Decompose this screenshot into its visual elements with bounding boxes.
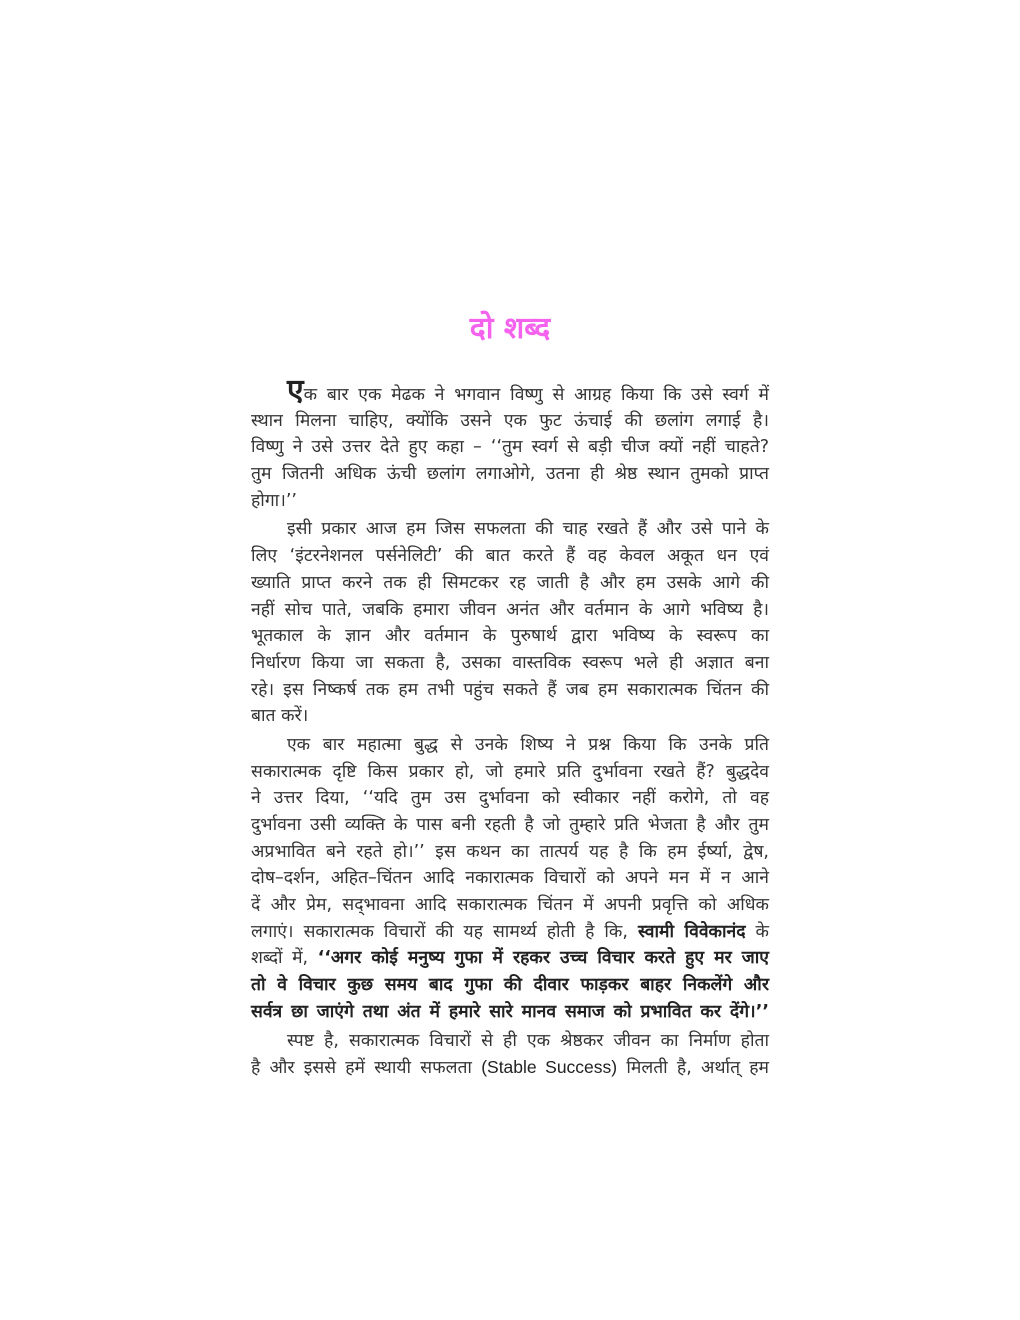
text-line <box>251 919 769 946</box>
text-line: एक बार महात्मा बुद्ध से उनके शिष्य ने प्रश्न किया कि उनके प्रति <box>287 734 769 755</box>
text: के <box>745 921 769 942</box>
text-line: निर्धारण किया जा सकता है, उसका वास्तविक स्वरूप भले ही अज्ञात बना <box>251 652 769 673</box>
text-line: ने उत्तर दिया, ‘‘यदि तुम उस दुर्भावना को स्वीकार नहीं करोगे, तो वह <box>251 788 769 809</box>
bold-quote: सर्वत्र छा जाएंगे तथा अंत में हमारे सारे मानव समाज को प्रभावित कर देंगे।’’ <box>251 1001 769 1022</box>
bold-quote: ‘‘अगर कोई मनुष्य गुफा में रहकर उच्च विचार करते हुए मर जाए <box>317 948 769 969</box>
english-term: (Stable Success) <box>481 1057 618 1078</box>
text-line: स्पष्ट है, सकारात्मक विचारों से ही एक श्रेष्ठकर जीवन का निर्माण होता <box>287 1030 769 1051</box>
text: है और इससे हमें स्थायी सफलता <box>251 1058 482 1079</box>
text-line <box>251 1054 769 1081</box>
text-line <box>251 373 769 408</box>
text-line: होगा।’’ <box>251 490 297 511</box>
page-title: दो शब्द <box>469 311 551 346</box>
text-line: रहे। इस निष्कर्ष तक हम तभी पहुंच सकते हैं जब हम सकारात्मक चिंतन की <box>251 679 769 700</box>
text: क बार एक मेढक ने भगवान विष्णु से आग्रह किया कि उसे स्वर्ग में <box>303 385 769 405</box>
bold-quote: तो वे विचार कुछ समय बाद गुफा की दीवार फाड़कर बाहर निकलेंगे और <box>251 975 769 996</box>
bold-name: स्वामी विवेकानंद <box>637 921 746 942</box>
document-body <box>251 373 770 1083</box>
text: शब्दों में, <box>251 948 318 969</box>
text-line: दें और प्रेम, सद्‌भावना आदि सकारात्मक चिंतन में अपनी प्रवृत्ति को अधिक <box>251 895 769 916</box>
text-line: दोष–दर्शन, अहित–चिंतन आदि नकारात्मक विचारों को अपने मन में न आने <box>251 868 769 889</box>
text-line: ख्याति प्राप्त करने तक ही सिमटकर रह जाती है और हम उसके आगे की <box>251 572 769 593</box>
text-line: विष्णु ने उसे उत्तर देते हुए कहा – ‘‘तुम स्वर्ग से बड़ी चीज क्यों नहीं चाहते? <box>251 437 769 458</box>
text-line: अप्रभावित बने रहते हो।’’ इस कथन का तात्पर्य यह है कि हम ईर्ष्या, द्वेष, <box>251 841 769 862</box>
text-line: दुर्भावना उसी व्यक्ति के पास बनी रहती है जो तुम्हारे प्रति भेजता है और तुम <box>251 815 769 835</box>
paragraph-3 <box>251 732 769 1026</box>
text-line: तुम जितनी अधिक ऊंची छलांग लगाओगे, उतना ही श्रेष्ठ स्थान तुमको प्राप्त <box>251 464 769 485</box>
text-line: इसी प्रकार आज हम जिस सफलता की चाह रखते हैं और उसे पाने के <box>287 519 769 540</box>
text-line: लिए ‘इंटरनेशनल पर्सनेलिटी’ की बात करते हैं वह केवल अकूत धन एवं <box>251 546 769 567</box>
paragraph-4 <box>251 1028 769 1081</box>
text-line: स्थान मिलना चाहिए, क्योंकि उसने एक फुट ऊंचाई की छलांग लगाई है। <box>251 410 769 431</box>
paragraph-1 <box>251 373 769 514</box>
text-line: भूतकाल के ज्ञान और वर्तमान के पुरुषार्थ द्वारा भविष्य के स्वरूप का <box>251 626 769 647</box>
text-line: सकारात्मक दृष्टि किस प्रकार हो, जो हमारे प्रति दुर्भावना रखते हैं? बुद्धदेव <box>251 761 769 782</box>
text-line: नहीं सोच पाते, जबकि हमारा जीवन अनंत और वर्तमान के आगे भविष्य है। <box>251 599 769 620</box>
drop-cap: ए <box>287 373 304 408</box>
text: लगाएं। सकारात्मक विचारों की यह सामर्थ्य होती है कि, <box>251 921 638 942</box>
text-line <box>251 999 769 1026</box>
text: मिलती है, अर्थात् हम <box>617 1058 770 1079</box>
paragraph-2 <box>251 516 769 730</box>
text-line: बात करें। <box>251 706 309 727</box>
text-line <box>251 972 769 999</box>
text-line <box>251 945 769 972</box>
